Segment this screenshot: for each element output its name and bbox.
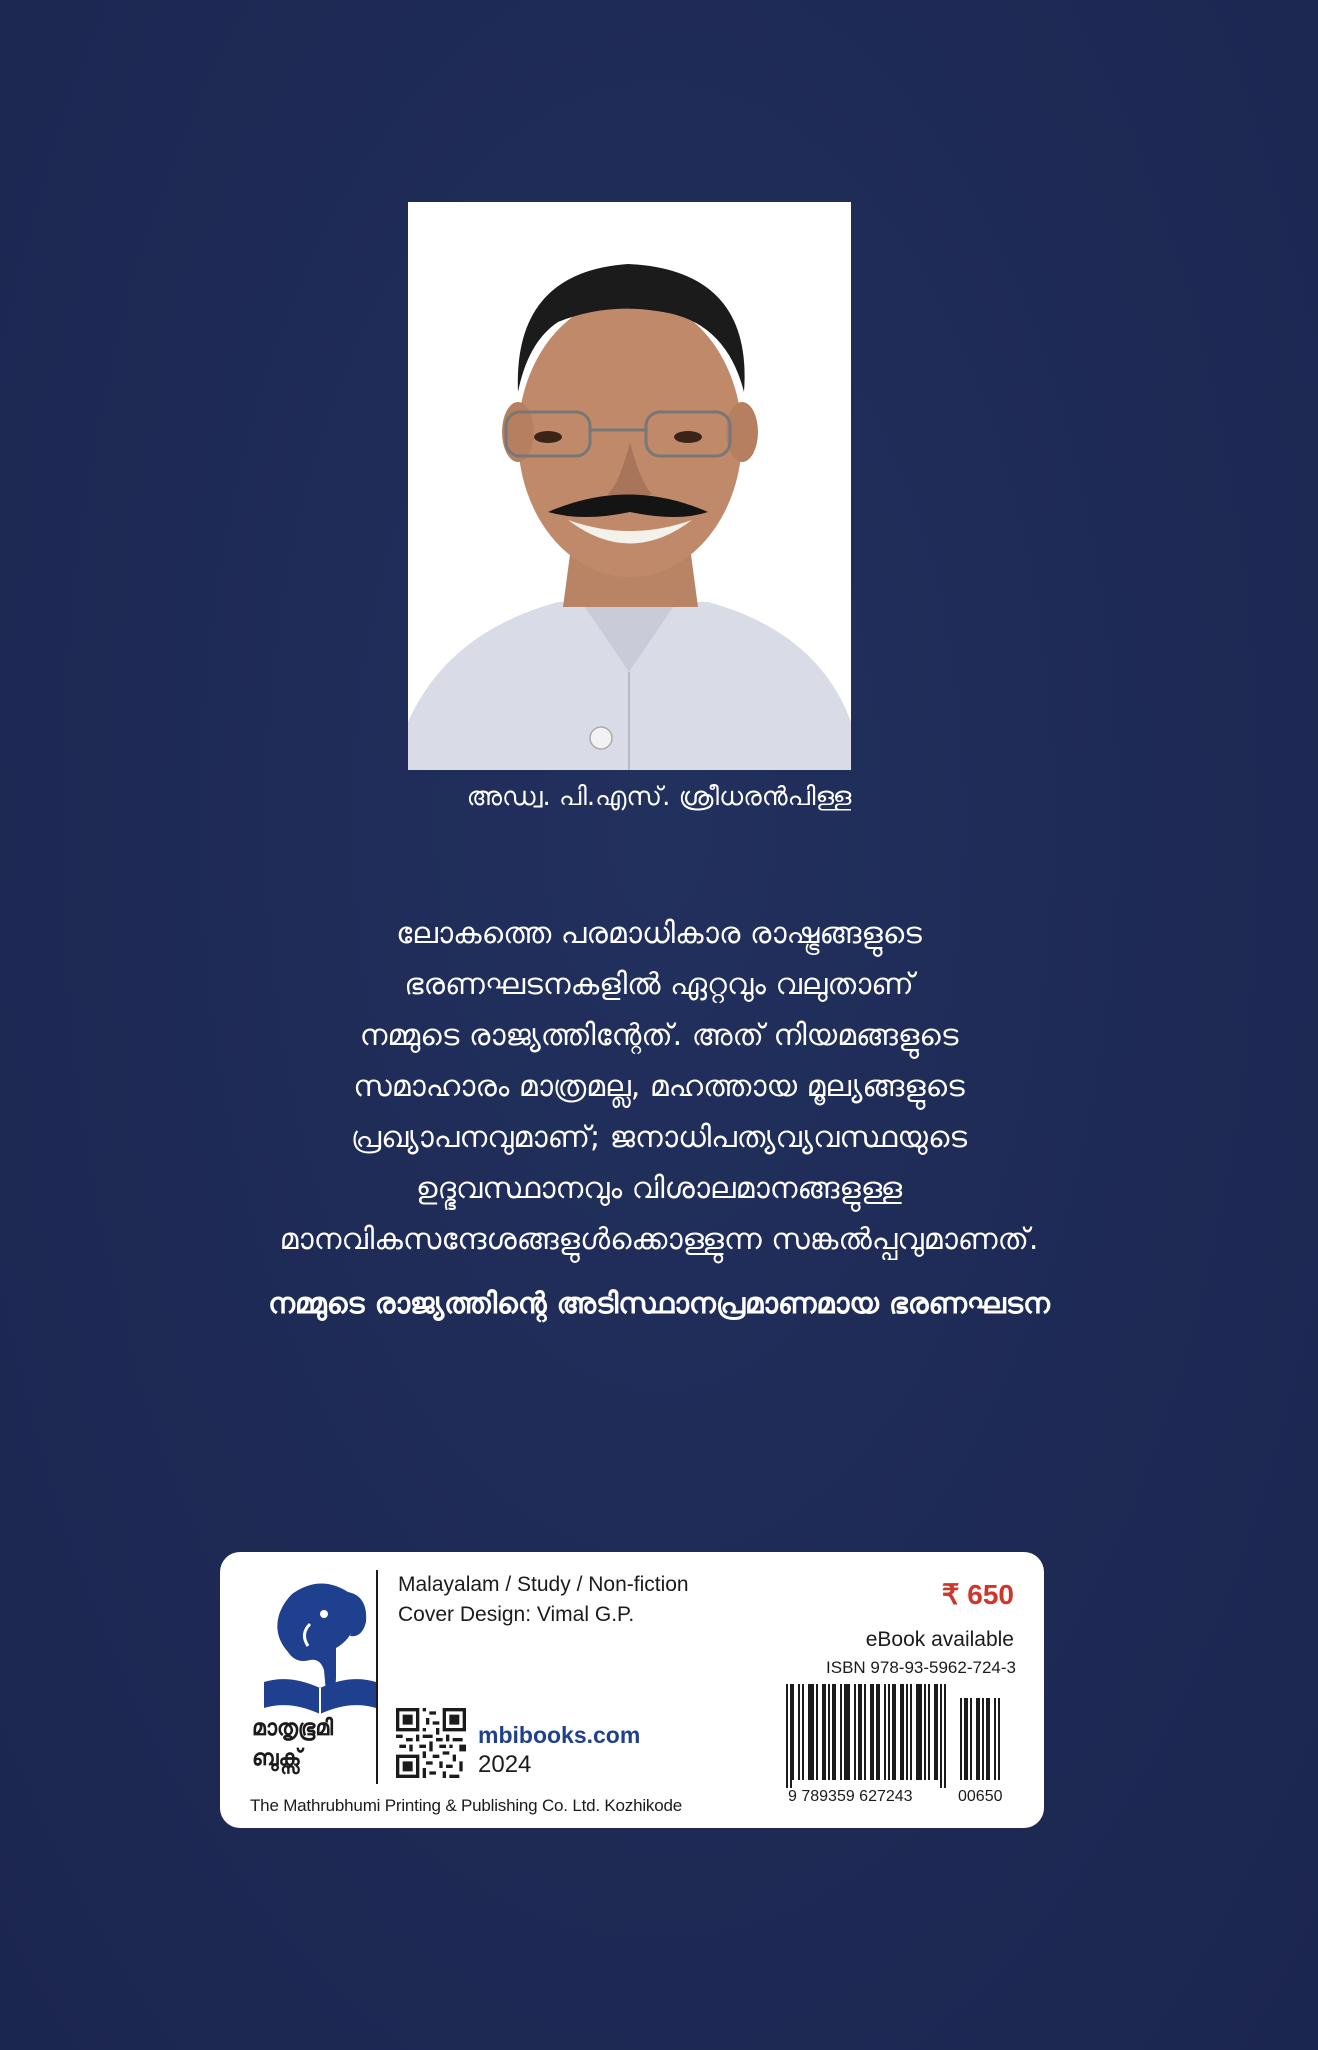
publisher-name: The Mathrubhumi Printing & Publishing Co. Ltd. Kozhikode: [250, 1796, 682, 1815]
barcode-bar: [808, 1684, 810, 1780]
blurb-line: നമ്മുടെ രാജ്യത്തിന്റേത്. അത് നിയമങ്ങളുടെ: [359, 1018, 959, 1053]
website-link[interactable]: mbibooks.com: [478, 1722, 641, 1748]
barcode-bar: [924, 1684, 926, 1780]
barcode-bar: [894, 1684, 896, 1780]
blurb-line: സമാഹാരം മാത്രമല്ല, മഹത്തായ മൂല്യങ്ങളുടെ: [353, 1069, 965, 1104]
logo-line-1: മാതൃഭൂമി: [252, 1716, 334, 1741]
barcode-number: 9 789359 627243: [788, 1788, 913, 1805]
barcode-addon-bar: [966, 1698, 968, 1780]
barcode-bar: [792, 1684, 794, 1780]
barcode-bar: [846, 1684, 848, 1780]
barcode-bar: [910, 1684, 912, 1780]
barcode-addon-bar: [960, 1698, 962, 1780]
barcode-bar: [854, 1684, 856, 1780]
barcode-bar: [906, 1684, 908, 1780]
cover-design-credit: Cover Design: Vimal G.P.: [398, 1603, 635, 1626]
barcode-bar: [878, 1684, 880, 1780]
barcode-bar: [798, 1684, 800, 1780]
publisher-info-panel: [220, 1552, 1044, 1828]
barcode-bar: [872, 1684, 874, 1780]
barcode-addon-bar: [988, 1698, 990, 1780]
barcode-bar: [940, 1684, 942, 1788]
author-caption: അഡ്വ. പി.എസ്. ശ്രീധരൻപിള്ള: [466, 782, 852, 812]
barcode-bar: [816, 1684, 818, 1780]
author-photo: [408, 202, 851, 770]
barcode-bar: [884, 1684, 886, 1780]
barcode-bar: [934, 1684, 936, 1780]
barcode-bar: [920, 1684, 922, 1780]
barcode-bar: [834, 1684, 836, 1780]
book-category: Malayalam / Study / Non-fiction: [398, 1573, 689, 1596]
barcode-bar: [802, 1684, 804, 1780]
blurb-text: [100, 908, 1218, 1265]
barcode-bar: [870, 1684, 872, 1780]
publication-year: 2024: [478, 1751, 532, 1778]
barcode-bar: [840, 1684, 842, 1780]
barcode-addon-bar: [998, 1698, 1000, 1780]
blurb-line: ഉദ്ഭവസ്ഥാനവും വിശാലമാനങ്ങളുള്ള: [415, 1171, 903, 1206]
ebook-note: eBook available: [865, 1628, 1014, 1651]
barcode-bar: [916, 1684, 918, 1780]
logo-line-2: ബുക്സ്: [252, 1746, 302, 1771]
barcode-addon-bar: [994, 1698, 996, 1780]
isbn-label: ISBN 978-93-5962-724-3: [826, 1658, 1016, 1677]
barcode-bar: [936, 1684, 938, 1780]
barcode-icon: [780, 1684, 1022, 1792]
barcode-bar: [864, 1684, 866, 1780]
barcode-bar: [812, 1684, 814, 1780]
book-meta: [398, 1570, 689, 1630]
blurb-line: മാനവികസന്ദേശങ്ങളുൾക്കൊള്ളുന്ന സങ്കൽപ്പവുമാണത്.: [279, 1222, 1039, 1257]
price-label: ₹ 650: [941, 1579, 1014, 1610]
tagline: നമ്മുടെ രാജ്യത്തിന്റെ അടിസ്ഥാനപ്രമാണമായ ഭരണഘടന: [268, 1286, 1050, 1320]
barcode-addon-bar: [964, 1698, 966, 1780]
barcode-addon-bar: [970, 1698, 972, 1780]
barcode-bar: [900, 1684, 902, 1780]
barcode-addon-bar: [976, 1698, 978, 1780]
barcode-bar: [790, 1684, 792, 1788]
publisher-logo-text: [252, 1714, 392, 1774]
barcode-bar: [876, 1684, 878, 1780]
divider: [376, 1570, 378, 1784]
barcode-bar: [858, 1684, 860, 1780]
barcode-bar: [810, 1684, 812, 1780]
barcode-bar: [832, 1684, 834, 1780]
barcode-bar: [928, 1684, 930, 1780]
barcode-bar: [828, 1684, 830, 1780]
barcode-bar: [844, 1684, 846, 1780]
barcode-addon-bar: [982, 1698, 984, 1780]
barcode-bar: [786, 1684, 788, 1788]
barcode-bar: [918, 1684, 920, 1780]
blurb-line: ലോകത്തെ പരമാധികാര രാഷ്ട്രങ്ങളുടെ: [396, 916, 922, 951]
barcode-addon-number: 00650: [958, 1788, 1003, 1805]
blurb-line: ഭരണഘടനകളിൽ ഏറ്റവും വലുതാണ്: [404, 967, 914, 1002]
barcode-bar: [944, 1684, 946, 1788]
barcode-bar: [892, 1684, 894, 1780]
barcode-bar: [888, 1684, 890, 1780]
qr-code-icon: [396, 1708, 466, 1778]
barcode-bar: [848, 1684, 850, 1780]
barcode-bar: [860, 1684, 862, 1780]
barcode-addon-bar: [978, 1698, 980, 1780]
barcode-bar: [902, 1684, 904, 1780]
barcode-addon-bar: [986, 1698, 988, 1780]
barcode-bar: [824, 1684, 826, 1780]
blurb-line: പ്രഖ്യാപനവുമാണ്; ജനാധിപത്യവ്യവസ്ഥയുടെ: [350, 1120, 968, 1155]
barcode-bar: [822, 1684, 824, 1780]
